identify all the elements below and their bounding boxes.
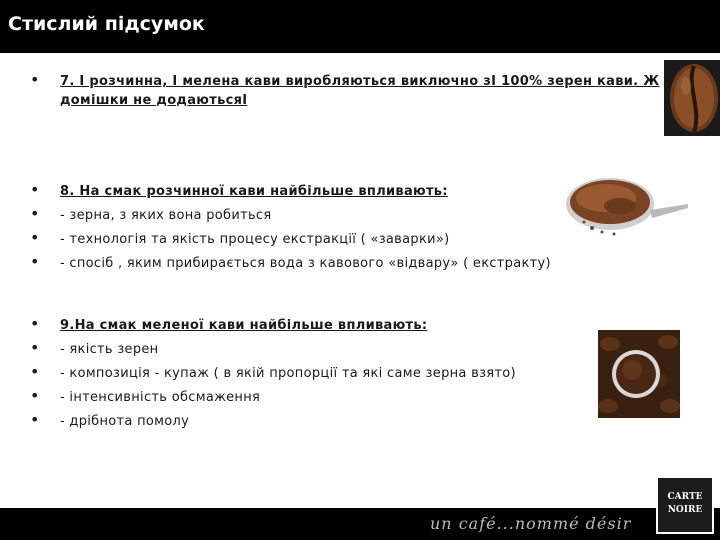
bullet bbox=[30, 234, 38, 242]
section-2-heading: 8. На смак розчинної кави найбільше впливають: bbox=[60, 184, 448, 199]
bullet bbox=[30, 210, 38, 218]
coffee-bean-photo bbox=[664, 60, 720, 136]
instant-coffee-spoon-photo bbox=[562, 170, 690, 248]
ground-coffee-photo bbox=[598, 330, 680, 418]
section-3-item-4: - дрібнота помолу bbox=[60, 414, 190, 429]
carte-noire-logo bbox=[656, 476, 714, 534]
bullet bbox=[30, 368, 38, 376]
bullet bbox=[30, 416, 38, 424]
section-2-item-1: - зерна, з яких вона робиться bbox=[60, 208, 272, 223]
page-title: Стислий підсумок bbox=[8, 13, 205, 35]
section-3-heading: 9.На смак меленої кави найбільше впливають: bbox=[60, 318, 428, 333]
section-3-item-1: - якість зерен bbox=[60, 342, 159, 357]
section-1-line-1: 7. І розчинна, І мелена кави виробляються виключно зІ 100% зерен кави. Ж bbox=[60, 74, 660, 89]
bullet bbox=[30, 76, 38, 84]
logo-line-2: NOIRE bbox=[667, 505, 703, 515]
bullet bbox=[30, 258, 38, 266]
footer-bar bbox=[0, 508, 720, 540]
title-bar bbox=[0, 0, 720, 53]
bullet bbox=[30, 392, 38, 400]
section-1-line-2: домішки не додаютьсяІ bbox=[60, 93, 248, 108]
section-3-item-2: - композиція - купаж ( в якій пропорції та які саме зерна взято) bbox=[60, 366, 516, 381]
section-3-item-3: - інтенсивність обсмаження bbox=[60, 390, 261, 405]
bullet bbox=[30, 186, 38, 194]
logo-line-1: CARTE bbox=[667, 492, 703, 502]
bullet bbox=[30, 320, 38, 328]
section-2-item-3: - спосіб , яким прибирається вода з кавового «відвару» ( екстракту) bbox=[60, 256, 551, 271]
section-2-item-2: - технологія та якість процесу екстракції ( «заварки») bbox=[60, 232, 450, 247]
bullet bbox=[30, 344, 38, 352]
footer-slogan: un café...nommé désir bbox=[430, 514, 632, 533]
